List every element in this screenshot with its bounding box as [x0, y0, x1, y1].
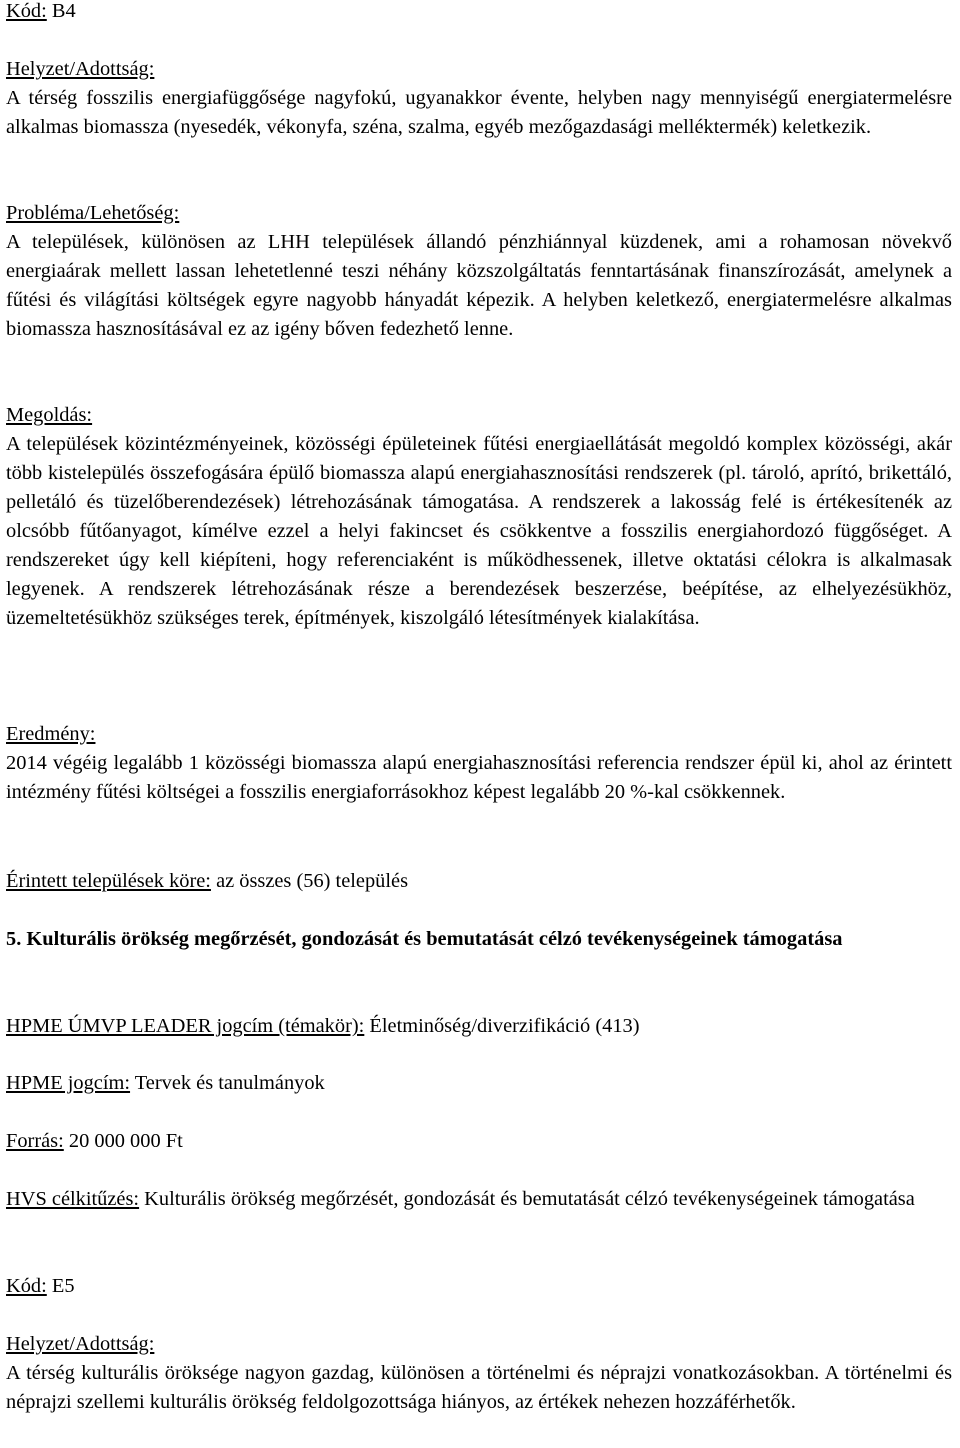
source-value: 20 000 000 Ft: [63, 1130, 183, 1152]
affected-line: [6, 867, 952, 896]
result-text: 2014 végéig legalább 1 közösségi biomassza alapú energiahasznosítási referencia rendszer épül ki, ahol az érintett intézmény fűtési költségei a fosszilis energiaforrásokhoz képest legalább 20 %-kal csökkennek.: [6, 752, 952, 803]
affected-label: Érintett települések köre:: [6, 870, 211, 892]
b4-situation-section: [6, 55, 952, 142]
jogcim-label: HPME jogcím:: [6, 1072, 131, 1094]
solution-text: A települések közintézményeinek, közösségi épületeinek fűtési energiaellátását megoldó komplex közösségi, akár több kistelepülés összefogására épülő biomassza alapú energiahasznosítási rendszerek (pl. tároló, aprító, brikettáló, pelletáló és tüzelőberendezések) létrehozásának támogatása. A rendszerek a lakosság felé is értékesítenék az olcsóbb fűtőanyagot, kímélve ezzel a helyi fakincset és csökkentve a fosszilis energiahordozó függőséget. A rendszereket úgy kell kiépíteni, hogy referenciaként is működhessenek, illetve oktatási célokra is alkalmasak legyenek. A rendszerek létrehozásának része a berendezések beszerzése, beépítése, az elhelyezésükhöz, üzemeltetésükhöz szükséges terek, építmények, kiszolgáló létesítmények kialakítása.: [6, 433, 952, 629]
e5-situation-label: Helyzet/Adottság:: [6, 1333, 155, 1355]
section-5-heading-block: [6, 925, 952, 954]
section-5-heading: 5. Kulturális örökség megőrzését, gondozását és bemutatását célzó tevékenységeinek támogatása: [6, 928, 843, 950]
code-e5-value: E5: [46, 1275, 75, 1297]
result-label: Eredmény:: [6, 723, 96, 745]
code-label: Kód:: [6, 0, 47, 22]
hvs-block: [6, 1185, 952, 1214]
code-e5-label: Kód:: [6, 1275, 47, 1297]
situation-text: A térség fosszilis energiafüggősége nagyfokú, ugyanakkor évente, helyben nagy mennyiségű energiatermelésre alkalmas biomassza (nyesedék, vékonyfa, széna, szalma, egyéb mezőgazdasági melléktermék) keletkezik.: [6, 87, 952, 138]
umvp-value: Életminőség/diverzifikáció (413): [364, 1015, 640, 1037]
code-e5-line: [6, 1272, 952, 1301]
b4-problem-section: [6, 199, 952, 344]
hvs-label: HVS célkitűzés:: [6, 1188, 140, 1210]
e5-situation-text: A térség kulturális öröksége nagyon gazdag, különösen a történelmi és néprajzi vonatkozásokban. A történelmi és néprajzi szellemi kulturális örökség feldolgozottsága hiányos, az értékek nehezen hozzáférhetők.: [6, 1362, 952, 1413]
situation-label: Helyzet/Adottság:: [6, 58, 155, 80]
hvs-value: Kulturális örökség megőrzését, gondozását és bemutatását célzó tevékenységeinek támogatása: [139, 1188, 915, 1210]
b4-solution-section: [6, 401, 952, 633]
problem-label: Probléma/Lehetőség:: [6, 202, 180, 224]
umvp-line: [6, 1012, 952, 1041]
jogcim-value: Tervek és tanulmányok: [130, 1072, 325, 1094]
source-label: Forrás:: [6, 1130, 64, 1152]
code-b4-line: [6, 0, 952, 26]
solution-label: Megoldás:: [6, 404, 93, 426]
code-value: B4: [51, 0, 76, 22]
e5-situation-section: [6, 1330, 952, 1417]
umvp-label: HPME ÚMVP LEADER jogcím (témakör):: [6, 1015, 365, 1037]
affected-value: az összes (56) település: [210, 870, 409, 892]
problem-text: A települések, különösen az LHH települések állandó pénzhiánnyal küzdenek, ami a rohamosan növekvő energiaárak mellett lassan lehetetlenné teszi néhány közszolgáltatás fenntartásának finanszírozását, amelynek a fűtési és világítási költségek egyre nagyobb hányadát képezik. A helyben keletkező, energiatermelésre alkalmas biomassza hasznosításával ez az igény bőven fedezhető lenne.: [6, 231, 952, 340]
jogcim-line: [6, 1069, 952, 1098]
source-line: [6, 1127, 952, 1156]
b4-result-section: [6, 720, 952, 807]
